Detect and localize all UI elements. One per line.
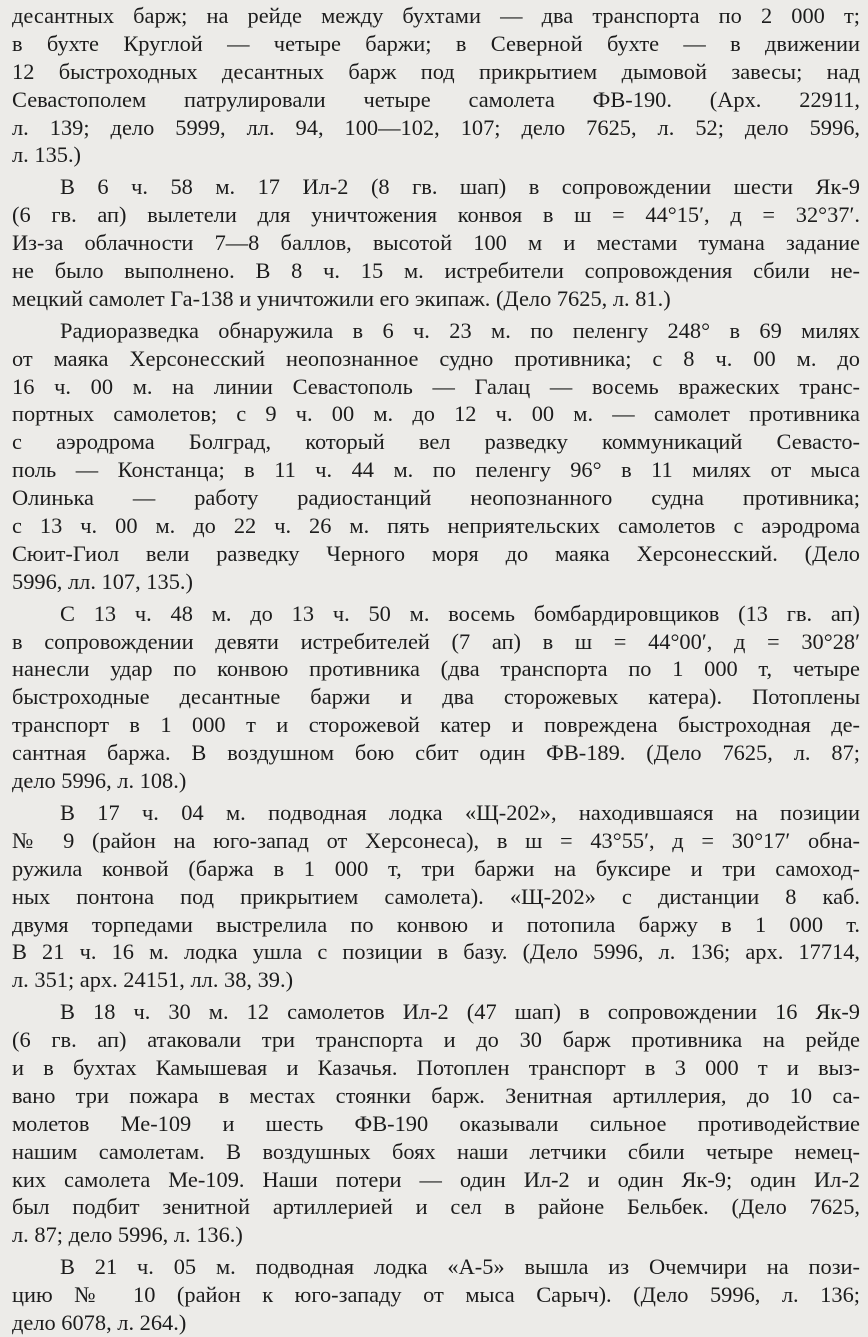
text-line: двумя торпедами выстрелила по конвою и потопила баржу в 1 000 т. <box>12 911 860 937</box>
text-line: дело 6078, л. 264.) <box>12 1309 187 1335</box>
text-line: 12 быстроходных десантных барж под прикрытием дымовой завесы; над <box>12 58 860 84</box>
text-line: и в бухтах Камышевая и Казачья. Потоплен транспорт в 3 000 т и выз- <box>12 1054 860 1080</box>
text-line: был подбит зенитной артиллерией и сел в районе Бельбек. (Дело 7625, <box>12 1194 860 1220</box>
text-line: быстроходные десантные баржи и два сторожевых катера). Потоплены <box>12 684 860 710</box>
text-line: десантных барж; на рейде между бухтами — два транспорта по 2 000 т; <box>12 3 860 28</box>
text-line: дело 5996, л. 108.) <box>12 768 187 794</box>
text-line: молетов Ме-109 и шесть ФВ-190 оказывали сильное противодействие <box>12 1110 860 1136</box>
text-line: ких самолета Ме-109. Наши потери — один Ил-2 и один Як-9; один Ил-2 <box>12 1166 860 1192</box>
text-line: транспорт в 1 000 т и сторожевой катер и повреждена быстроходная де- <box>12 712 860 738</box>
text-line: л. 351; арх. 24151, лл. 38, 39.) <box>12 967 294 993</box>
text-line: 5996, лл. 107, 135.) <box>12 568 193 594</box>
text-line: с аэродрома Болград, который вел разведку коммуникаций Севасто- <box>12 429 860 455</box>
text-line: В 21 ч. 16 м. лодка ушла с позиции в базу. (Дело 5996, л. 136; арх. 17714, <box>12 939 860 965</box>
paragraph-radio-intelligence <box>12 317 860 596</box>
paragraph-report-start <box>12 2 860 169</box>
text-line: поль — Констанца; в 11 ч. 44 м. по пеленгу 96° в 11 милях от мыса <box>12 457 860 483</box>
text-line: (6 гв. ап) вылетели для уничтожения конвоя в ш = 44°15′, д = 32°37′. <box>12 202 860 228</box>
paragraph-bomber-strike <box>12 600 860 795</box>
text-line: нашим самолетам. В воздушных боях наши летчики сбили четыре немец- <box>12 1138 860 1164</box>
text-line: нанесли удар по конвою противника (два транспорта по 1 000 т, четыре <box>12 656 860 682</box>
paragraph-il2-sortie <box>12 173 860 312</box>
text-line: сантная баржа. В воздушном бою сбит один ФВ-189. (Дело 7625, л. 87; <box>12 740 860 766</box>
text-line: (6 гв. ап) атаковали три транспорта и до 30 барж противника на рейде <box>12 1027 860 1053</box>
text-line: В 18 ч. 30 м. 12 самолетов Ил-2 (47 шап) в сопровождении 16 Як-9 <box>60 999 860 1025</box>
text-line: с 13 ч. 00 м. до 22 ч. 26 м. пять неприятельских самолетов с аэродрома <box>12 513 860 539</box>
text-line: портных самолетов; с 9 ч. 00 м. до 12 ч. 00 м. — самолет противника <box>12 401 860 427</box>
text-line: в сопровождении девяти истребителей (7 ап) в ш = 44°00′, д = 30°28′ <box>12 628 860 654</box>
text-line: № 9 (район на юго-запад от Херсонеса), в ш = 43°55′, д = 30°17′ обна- <box>12 827 860 853</box>
text-line: ружила конвой (баржа в 1 000 т, три баржи на буксире и три самоход- <box>12 855 860 881</box>
text-line: Олинька — работу радиостанций неопознанного судна противника; <box>12 485 860 511</box>
text-line: цию № 10 (район к юго-западу от мыса Сарыч). (Дело 5996, л. 136; <box>12 1282 860 1308</box>
text-line: В 17 ч. 04 м. подводная лодка «Щ-202», находившаяся на позиции <box>60 799 860 825</box>
text-line: не было выполнено. В 8 ч. 15 м. истребители сопровождения сбили не- <box>12 258 860 284</box>
paragraph-submarine-a5 <box>12 1253 860 1337</box>
text-line: вано три пожара в местах стоянки барж. Зенитная артиллерия, до 10 са- <box>12 1082 860 1108</box>
paragraph-submarine-shch202 <box>12 799 860 994</box>
text-line: Сюит-Гиол вели разведку Черного моря до маяка Херсонесский. (Дело <box>12 540 860 566</box>
text-line: ных понтона под прикрытием самолета). «Щ-202» с дистанции 8 каб. <box>12 883 860 909</box>
text-line: Радиоразведка обнаружила в 6 ч. 23 м. по пеленгу 248° в 69 милях <box>60 317 860 343</box>
text-line: л. 87; дело 5996, л. 136.) <box>12 1222 243 1248</box>
text-line: от маяка Херсонесский неопознанное судно противника; с 8 ч. 00 м. до <box>12 345 860 371</box>
text-line: Из-за облачности 7—8 баллов, высотой 100 м и местами тумана задание <box>12 230 860 256</box>
text-line: в бухте Круглой — четыре баржи; в Северной бухте — в движении <box>12 30 860 56</box>
text-line: В 6 ч. 58 м. 17 Ил-2 (8 гв. шап) в сопровождении шести Як-9 <box>60 174 860 200</box>
text-line: 16 ч. 00 м. на линии Севастополь — Галац — восемь вражеских транс- <box>12 373 860 399</box>
text-line: л. 135.) <box>12 142 82 168</box>
text-line: мецкий самолет Га-138 и уничтожили его экипаж. (Дело 7625, л. 81.) <box>12 285 671 311</box>
paragraph-il2-attack <box>12 998 860 1249</box>
text-line: Севастополем патрулировали четыре самолета ФВ-190. (Арх. 22911, <box>12 86 860 112</box>
text-line: л. 139; дело 5999, лл. 94, 100—102, 107; дело 7625, л. 52; дело 5996, <box>12 114 860 140</box>
text-line: С 13 ч. 48 м. до 13 ч. 50 м. восемь бомбардировщиков (13 гв. ап) <box>60 600 860 626</box>
text-line: В 21 ч. 05 м. подводная лодка «А-5» вышла из Очемчири на пози- <box>60 1254 860 1280</box>
